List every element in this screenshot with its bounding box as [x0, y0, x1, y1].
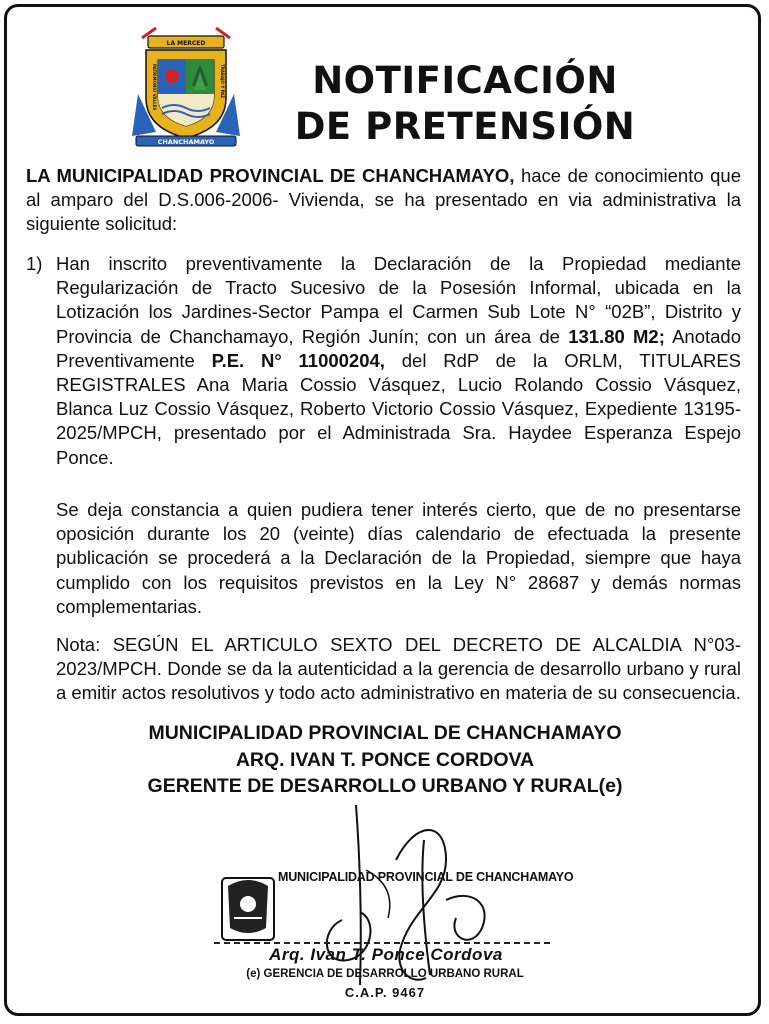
signatory-line-3: GERENTE DE DESARROLLO URBANO Y RURAL(e)	[147, 775, 623, 797]
item-1-pe-number: P.E. N° 11000204,	[211, 349, 385, 371]
stamp-emblem-icon	[222, 878, 274, 940]
item-number: 1)	[26, 253, 43, 274]
opposition-paragraph: Se deja constancia a quien pudiera tener interés cierto, que de no presentarse oposición durante los 20 (veinte) días calendario de efectuada la presente publicación se procederá a la Declaración de la Propiedad, siempre que haya cumplido con los requisitos previstos en la Ley N° 28687 y demás normas complementarias.	[56, 499, 741, 617]
crest-bottom-label: CHANCHAMAYO	[157, 138, 215, 146]
item-1-area: 131.80 M2;	[568, 325, 665, 347]
title-line-1: NOTIFICACIÓN	[312, 59, 618, 102]
intro-bold: LA MUNICIPALIDAD PROVINCIAL DE CHANCHAMAYO,	[26, 165, 515, 186]
signatory-block	[60, 720, 710, 800]
stamp-header: MUNICIPALIDAD PROVINCIAL DE CHANCHAMAYO	[278, 870, 574, 884]
signatory-line-2: ARQ. IVAN T. PONCE CORDOVA	[235, 748, 535, 771]
intro-text: hace de conocimiento que al amparo del D.S.006-2006- Vivienda, se ha presentado en via administrativa la siguiente solicitud:	[26, 165, 741, 235]
item-1-text-c: del RdP de la ORLM, TITULARES REGISTRALES Ana Maria Cossio Vásquez, Lucio Rolando Cossio Vásquez, Blanca Luz Cossio Vásquez, Roberto Victorio Cossio Vásquez, Expediente 13195- 2025/MPCH, presentado por el Administrada Sra. Haydee Esperanza Espejo Ponce.	[56, 349, 741, 468]
item-1-text-a: Han inscrito preventivamente la Declaración de la Propiedad mediante Regularización de Tracto Sucesivo de la Posesión Informal, ubicada en la Lotización los Jardines-Sector Pampa el Carmen Sub Lote N° “02B”, Distrito y Provincia de Chanchamayo, Región Junín; con un área de	[56, 253, 741, 347]
page-title	[270, 58, 660, 150]
note-paragraph: Nota: SEGÚN EL ARTICULO SEXTO DEL DECRETO DE ALCALDIA N°03-2023/MPCH. Donde se da la autenticidad a la gerencia de desarrollo urbano y rural a emitir actos resolutivos y todo acto administrativo en materia de su consecuencia.	[56, 634, 741, 704]
title-line-2: DE PRETENSIÓN	[294, 105, 636, 148]
signatory-line-1: MUNICIPALIDAD PROVINCIAL DE CHANCHAMAYO	[148, 722, 622, 744]
crest-top-label: LA MERCED	[166, 40, 206, 47]
stamp-name: Arq. Ivan T. Ponce Cordova	[269, 945, 503, 964]
stamp-divider	[214, 942, 550, 944]
intro-paragraph	[26, 164, 741, 237]
stamp-cap-number: C.A.P. 9467	[344, 985, 426, 1000]
stamp-role: (e) GERENCIA DE DESARROLLO URBANO RURAL	[246, 968, 524, 980]
item-1-text-b: Anotado Preventivamente	[56, 325, 742, 371]
crest-left-label: PATRIMONIO VALLES	[152, 64, 157, 111]
municipal-crest-logo	[128, 24, 244, 148]
crest-right-label: TRABAJO Y PAZ	[220, 64, 225, 99]
item-1-paragraph	[56, 252, 741, 470]
